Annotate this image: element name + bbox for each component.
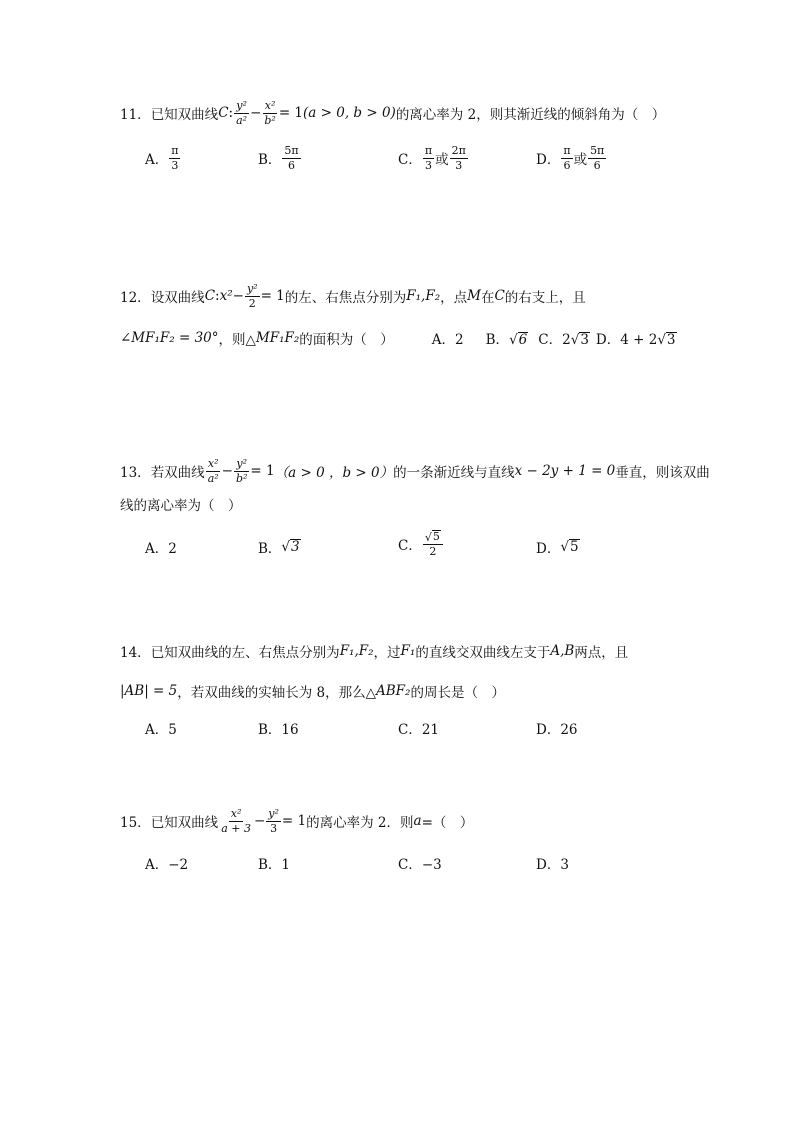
q14-text2: ，过 — [373, 645, 401, 661]
q12-x2: x² — [219, 288, 233, 305]
q12-line2-suffix: 的面积为（ ） — [299, 332, 394, 348]
sqrt: √ 3 — [657, 332, 676, 349]
q14-option-d: D．26 — [536, 722, 578, 738]
q11-f1-den: a² — [236, 113, 248, 127]
q12-mid: 的左、右焦点分别为 — [284, 290, 407, 307]
radicand: 3 — [580, 332, 589, 349]
q13-suffix: 垂直，则该双曲 — [615, 465, 710, 482]
q12-curve: C — [204, 288, 216, 305]
option-fraction-2 — [588, 145, 606, 171]
q12-stem — [120, 283, 586, 309]
q12-fraction — [245, 283, 260, 309]
frac-den: 2 — [429, 545, 437, 559]
q15-f2-den: 3 — [270, 821, 278, 835]
frac-num — [423, 530, 443, 545]
q13-line2: 线的离心率为（ ） — [120, 498, 242, 514]
frac-num: π — [563, 144, 571, 157]
option-fraction-2 — [450, 145, 468, 171]
q15-minus: − — [253, 813, 266, 830]
q14-f1: F₁ — [400, 643, 416, 659]
q13-f1-num: x² — [207, 457, 219, 470]
q15-stem — [120, 808, 473, 834]
sqrt: √ 5 — [560, 539, 579, 556]
frac-num: π — [171, 144, 179, 157]
q12-line2-mid: ，则△ — [218, 332, 256, 348]
sqrt: √ 3 — [281, 539, 300, 556]
frac-den: 6 — [563, 158, 571, 172]
q14-foci: F₁,F₂ — [339, 643, 374, 659]
q11-minus: − — [250, 105, 262, 122]
q13-option-b — [258, 537, 301, 557]
q12-colon: : — [215, 288, 220, 305]
frac-den: 3 — [171, 158, 179, 172]
q12-prefix: 设双曲线 — [150, 290, 205, 307]
q11-fraction-2 — [262, 100, 277, 126]
frac-num: 5π — [284, 144, 299, 157]
option-fraction — [169, 145, 180, 171]
q11-suffix: 的离心率为 2，则其渐近线的倾斜角为（ ） — [395, 107, 666, 124]
sqrt: √ 5 — [424, 530, 440, 544]
q14-option-b: B．16 — [258, 722, 299, 738]
option-fraction — [423, 530, 443, 558]
q13-option-c — [398, 530, 444, 558]
q11-colon: : — [228, 105, 234, 122]
q14-line2 — [120, 681, 505, 701]
q14-triangle: ABF₂ — [376, 683, 411, 699]
q15-eq: = 1 — [281, 813, 307, 830]
q11-option-a — [145, 145, 181, 171]
option-label: C． — [398, 152, 422, 169]
q14-ab: A,B — [550, 643, 575, 659]
frac-den: 6 — [288, 158, 296, 172]
q12-point-m: M — [467, 288, 481, 305]
q13-f2-den: b² — [235, 471, 248, 485]
q11-f1-num: y² — [236, 99, 247, 112]
q12-eq: = 1 — [260, 288, 285, 305]
q14-line2-suffix: 的周长是（ ） — [410, 685, 505, 701]
q12-line2 — [120, 328, 677, 348]
q15-suffix: =（ ） — [421, 815, 474, 832]
q14-option-c: C．21 — [398, 722, 440, 738]
q14-abs: |AB| = 5 — [120, 683, 178, 699]
option-label: D． — [536, 152, 561, 169]
q13-line-eq: x − 2y + 1 = 0 — [514, 463, 616, 480]
q11-condition: (a > 0, b > 0) — [303, 105, 396, 122]
q12-number: 12． — [120, 290, 151, 307]
q14-number: 14． — [120, 645, 151, 661]
q13-number: 13． — [120, 465, 151, 482]
q15-option-b: B．1 — [258, 857, 291, 873]
or-text: 或 — [435, 152, 449, 169]
radicand: 5 — [432, 530, 440, 543]
radicand: 3 — [666, 332, 676, 349]
option-label: B． — [485, 332, 510, 348]
option-label: B． — [258, 152, 282, 169]
q15-fraction-1 — [219, 808, 253, 834]
frac-den: 6 — [593, 158, 601, 172]
q13-minus: − — [221, 463, 233, 480]
q14-text3: 的直线交双曲线左支于 — [415, 645, 551, 661]
radicand: 3 — [291, 539, 300, 556]
option-label: D． — [536, 541, 561, 557]
q14-stem — [120, 641, 628, 661]
q11-f2-den: b² — [264, 113, 276, 127]
frac-den: 3 — [424, 158, 432, 172]
q12-option-c — [538, 328, 590, 348]
q15-variable-a: a — [413, 813, 422, 830]
q13-fraction-2 — [234, 458, 249, 484]
q15-option-a: A．−2 — [145, 857, 189, 873]
q12-mid3: 在 — [480, 290, 495, 307]
q13-mid: 的一条渐近线与直线 — [393, 465, 515, 482]
sqrt: √ 3 — [570, 332, 589, 349]
q11-prefix: 已知双曲线 — [150, 107, 219, 124]
option-label: C． — [538, 332, 563, 348]
q12-suffix: 的右支上，且 — [504, 290, 586, 307]
q11-eq: = 1 — [278, 105, 304, 122]
q11-number: 11． — [120, 107, 151, 124]
q13-stem — [120, 458, 710, 484]
q15-f1-num: x² — [230, 807, 242, 820]
prefix-term: 4 + 2 — [620, 332, 658, 348]
sqrt: √ 6 — [509, 332, 528, 349]
q15-number: 15． — [120, 815, 151, 832]
q13-f2-num: y² — [236, 457, 247, 470]
frac-num: 5π — [590, 144, 605, 157]
q13-prefix: 若双曲线 — [150, 465, 205, 482]
q11-f2-num: x² — [264, 99, 276, 112]
q15-mid: 的离心率为 2．则 — [306, 815, 414, 832]
q12-triangle: MF₁F₂ — [255, 330, 300, 346]
q15-f2-num: y² — [268, 807, 279, 820]
q12-curve-2: C — [494, 288, 505, 305]
frac-num: π — [424, 144, 433, 157]
q14-line2-text: ，若双曲线的实轴长为 8，那么△ — [177, 685, 377, 701]
option-label: C． — [398, 537, 422, 554]
q13-option-a: A．2 — [145, 541, 177, 557]
radicand: 5 — [569, 539, 579, 556]
frac-den: 3 — [455, 158, 463, 172]
q12-foci: F₁,F₂ — [406, 288, 441, 305]
coefficient: 2 — [562, 332, 571, 348]
q12-mid2: ，点 — [440, 290, 468, 307]
q15-prefix: 已知双曲线 — [150, 815, 219, 832]
q12-f-num: y² — [246, 282, 258, 295]
option-fraction — [423, 145, 434, 171]
or-text: 或 — [573, 152, 588, 169]
q11-curve: C — [218, 105, 229, 122]
q11-stem — [120, 100, 665, 126]
q13-eq: = 1 — [250, 463, 275, 480]
q13-option-d — [536, 537, 580, 557]
q11-option-d — [536, 145, 607, 171]
q12-option-d — [596, 328, 677, 348]
q14-text1: 已知双曲线的左、右焦点分别为 — [150, 645, 340, 661]
frac-num: 2π — [451, 144, 466, 157]
q15-f1-den: a + 3 — [221, 821, 251, 835]
radicand: 6 — [518, 332, 528, 349]
q15-fraction-2 — [266, 808, 281, 834]
q15-option-c: C．−3 — [398, 857, 442, 873]
q11-option-b — [258, 145, 302, 171]
option-label: D． — [595, 332, 621, 348]
option-fraction — [282, 145, 300, 171]
q12-minus: − — [232, 288, 244, 305]
q12-angle: ∠MF₁F₂ = 30° — [120, 330, 219, 346]
q12-option-b — [486, 328, 529, 348]
q12-option-a: A．2 — [431, 332, 464, 348]
option-label: A． — [145, 152, 169, 169]
q11-fraction-1 — [234, 100, 249, 126]
q15-option-d: D．3 — [536, 857, 569, 873]
q13-f1-den: a² — [207, 471, 219, 485]
option-label: B． — [258, 541, 282, 557]
q14-option-a: A．5 — [145, 722, 177, 738]
q12-f-den: 2 — [248, 296, 256, 310]
q11-option-c — [398, 145, 469, 171]
q13-fraction-1 — [206, 458, 221, 484]
q13-condition: （a > 0 ，b > 0） — [274, 465, 394, 482]
q14-text4: 两点，且 — [574, 645, 629, 661]
option-fraction — [561, 145, 572, 171]
